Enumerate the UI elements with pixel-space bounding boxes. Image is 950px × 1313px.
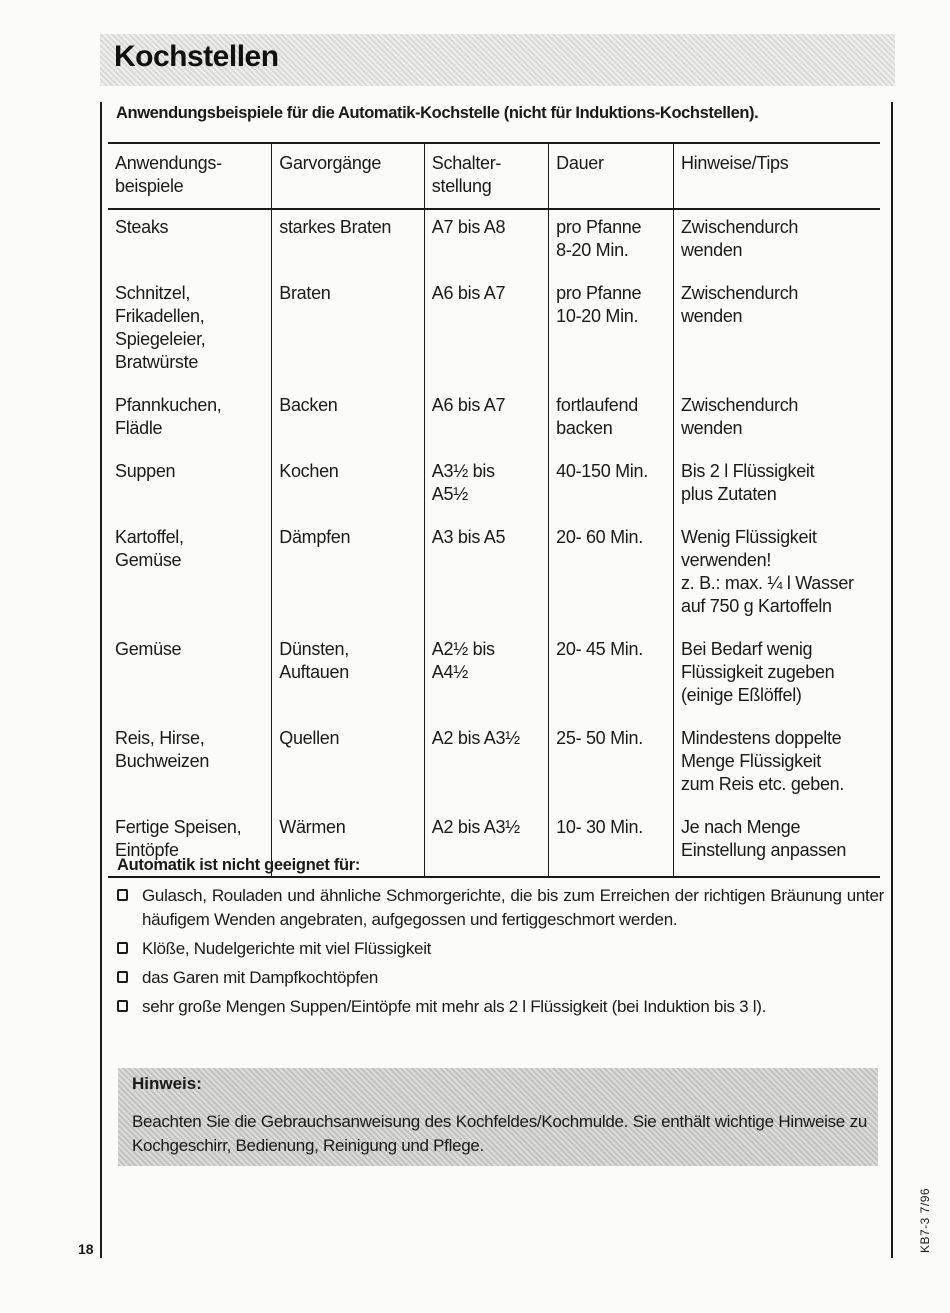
- cell-setting: A6 bis A7: [424, 388, 548, 454]
- cell-setting: A2 bis A3½: [424, 721, 548, 810]
- list-item: [116, 995, 884, 1019]
- cell-process: Dämpfen: [272, 520, 425, 632]
- not-suitable-list: [116, 884, 884, 1024]
- header-tips: Hinweise/Tips: [673, 143, 880, 209]
- cell-example: Suppen: [115, 461, 176, 481]
- table-subtitle: Anwendungsbeispiele für die Automatik-Kochstelle (nicht für Induktions-Kochstellen).: [116, 104, 759, 122]
- cooking-table: [108, 142, 880, 878]
- cell-duration: 20- 45 Min.: [549, 632, 674, 721]
- table-row: [108, 520, 880, 632]
- cell-tip: Zwischendurch wenden: [673, 388, 880, 454]
- list-item: [116, 884, 884, 932]
- cell-duration: 20- 60 Min.: [549, 520, 674, 632]
- list-item-text: sehr große Mengen Suppen/Eintöpfe mit mehr als 2 l Flüssigkeit (bei Induktion bis 3 l).: [142, 997, 767, 1016]
- page-number: 18: [78, 1241, 94, 1257]
- cell-example: Pfannkuchen, Flädle: [115, 395, 222, 438]
- cell-duration: fortlaufend backen: [549, 388, 674, 454]
- list-item-text: Klöße, Nudelgerichte mit viel Flüssigkeit: [142, 939, 432, 958]
- checkbox-bullet-icon: [117, 889, 128, 901]
- list-item-text: das Garen mit Dampfkochtöpfen: [142, 968, 379, 987]
- right-margin-rule: [891, 102, 893, 1258]
- cell-process: Backen: [272, 388, 425, 454]
- cell-tip: Wenig Flüssigkeit verwenden! z. B.: max. ¼ l Wasser auf 750 g Kartoffeln: [673, 520, 880, 632]
- note-text: Beachten Sie die Gebrauchsanweisung des Kochfeldes/Kochmulde. Sie enthält wichtige Hinweise zu Kochgeschirr, Bedienung, Reinigung und Pflege.: [132, 1112, 867, 1155]
- checkbox-bullet-icon: [117, 1000, 128, 1012]
- cell-example: Steaks: [115, 217, 169, 237]
- table-row: [108, 632, 880, 721]
- header-examples: Anwendungs- beispiele: [115, 153, 222, 196]
- cell-tip: Bei Bedarf wenig Flüssigkeit zugeben (einige Eßlöffel): [673, 632, 880, 721]
- cell-setting: A3½ bis A5½: [424, 454, 548, 520]
- cell-duration: 10- 30 Min.: [549, 810, 674, 877]
- cell-process: starkes Braten: [272, 209, 425, 276]
- cell-example: Fertige Speisen, Eintöpfe: [115, 817, 242, 860]
- cell-example: Reis, Hirse, Buchweizen: [115, 728, 210, 771]
- header-duration: Dauer: [549, 143, 674, 209]
- cell-process: Dünsten, Auftauen: [272, 632, 425, 721]
- cell-process: Kochen: [272, 454, 425, 520]
- cell-duration: 25- 50 Min.: [549, 721, 674, 810]
- cell-example: Schnitzel, Frikadellen, Spiegeleier, Bratwürste: [115, 283, 206, 372]
- header-process: Garvorgänge: [272, 143, 425, 209]
- table-header-row: [108, 143, 880, 209]
- table-row: [108, 721, 880, 810]
- document-code: KB7-3 7/96: [918, 1187, 932, 1253]
- cell-tip: Zwischendurch wenden: [673, 276, 880, 388]
- cell-tip: Bis 2 l Flüssigkeit plus Zutaten: [673, 454, 880, 520]
- list-item: [116, 966, 884, 990]
- cell-process: Quellen: [272, 721, 425, 810]
- table-row: [108, 454, 880, 520]
- list-item: [116, 937, 884, 961]
- cell-duration: pro Pfanne 10-20 Min.: [549, 276, 674, 388]
- cell-example: Kartoffel, Gemüse: [115, 527, 184, 570]
- checkbox-bullet-icon: [117, 971, 128, 983]
- page-title: Kochstellen: [114, 40, 279, 73]
- cell-tip: Zwischendurch wenden: [673, 209, 880, 276]
- cell-setting: A7 bis A8: [424, 209, 548, 276]
- cell-setting: A3 bis A5: [424, 520, 548, 632]
- cell-tip: Je nach Menge Einstellung anpassen: [673, 810, 880, 877]
- table-row: [108, 276, 880, 388]
- cell-duration: 40-150 Min.: [549, 454, 674, 520]
- list-item-text: Gulasch, Rouladen und ähnliche Schmorgerichte, die bis zum Erreichen der richtigen Bräunung unter häufigem Wenden angebraten, aufgegossen und fertiggeschmort werden.: [142, 886, 884, 929]
- cell-setting: A6 bis A7: [424, 276, 548, 388]
- cell-tip: Mindestens doppelte Menge Flüssigkeit zum Reis etc. geben.: [673, 721, 880, 810]
- cell-process: Braten: [272, 276, 425, 388]
- checkbox-bullet-icon: [117, 942, 128, 954]
- not-suitable-heading: Automatik ist nicht geeignet für:: [117, 856, 361, 874]
- cell-setting: A2½ bis A4½: [424, 632, 548, 721]
- note-heading: Hinweis:: [132, 1074, 202, 1093]
- table-row: [108, 209, 880, 276]
- cell-process: Wärmen: [272, 810, 425, 877]
- table-row: [108, 388, 880, 454]
- header-switch-setting: Schalter- stellung: [424, 143, 548, 209]
- cell-example: Gemüse: [115, 639, 182, 659]
- left-margin-rule: [100, 102, 102, 1258]
- cell-setting: A2 bis A3½: [424, 810, 548, 877]
- cell-duration: pro Pfanne 8-20 Min.: [549, 209, 674, 276]
